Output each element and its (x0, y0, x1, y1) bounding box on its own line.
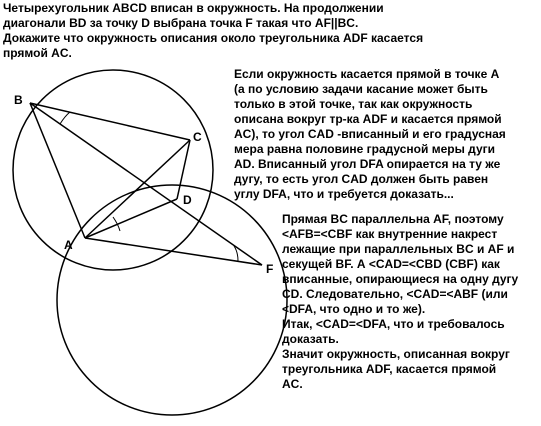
label-c: C (193, 130, 202, 144)
segment-bc (30, 103, 190, 140)
text-line: AC. (282, 377, 303, 391)
text-line: дугу, то есть угол CAD должен быть равен (234, 172, 489, 186)
angle-mark-cbf (60, 112, 70, 124)
text-line: вписанные, опирающиеся на одну дугу (282, 272, 519, 286)
text-line: описана вокруг тр-ка ADF и касается прямой (234, 112, 502, 126)
text-line: Четырехугольник ABCD вписан в окружность. На продолжении (3, 1, 384, 15)
text-line: доказать. (282, 332, 339, 346)
text-line: диагонали BD за точку D выбрана точка F такая что AF||BC. (3, 16, 359, 30)
text-line: треугольника ADF, касается прямой (282, 362, 497, 376)
diagonal-ac (85, 140, 190, 238)
text-line: углу DFA, что и требуется доказать... (234, 187, 454, 201)
label-a: A (64, 238, 73, 252)
segment-af (85, 238, 262, 265)
text-line: <DFA, что одно и то же). (282, 302, 426, 316)
label-d: D (183, 193, 192, 207)
text-line: Итак, <CAD=<DFA, что и требовалось (282, 317, 505, 331)
text-line: секущей BF. А <CAD=<CBD (CBF) как (282, 257, 500, 271)
circle-adf (57, 185, 287, 415)
text-line: Если окружность касается прямой в точке A (234, 67, 500, 81)
text-line: CD. Следовательно, <CAD=<ABF (или (282, 287, 508, 301)
text-line: Значит окружность, описанная вокруг (282, 347, 510, 361)
text-line: Докажите что окружность описания около треугольника ADF касается (3, 31, 424, 45)
text-line: Прямая BC параллельна AF, поэтому (282, 212, 504, 226)
text-line: только в этой точке, так как окружность (234, 97, 473, 111)
segment-cd (177, 140, 190, 199)
text-line: прямой AC. (3, 46, 72, 60)
text-line: мера равна половине градусной меры дуги (234, 142, 495, 156)
label-b: B (14, 93, 23, 107)
text-line: лежащие при параллельных BC и AF и (282, 242, 515, 256)
label-f: F (266, 262, 274, 276)
segment-ab (30, 103, 85, 238)
text-line: <AFB=<CBF как внутренние накрест (282, 227, 498, 241)
text-line: AC), то угол CAD -вписанный и его градусная (234, 127, 506, 141)
text-line: AD. Вписанный угол DFA опирается на ту же (234, 157, 501, 171)
text-line: (а по условию задачи касание может быть (234, 82, 488, 96)
segment-da (85, 199, 177, 238)
